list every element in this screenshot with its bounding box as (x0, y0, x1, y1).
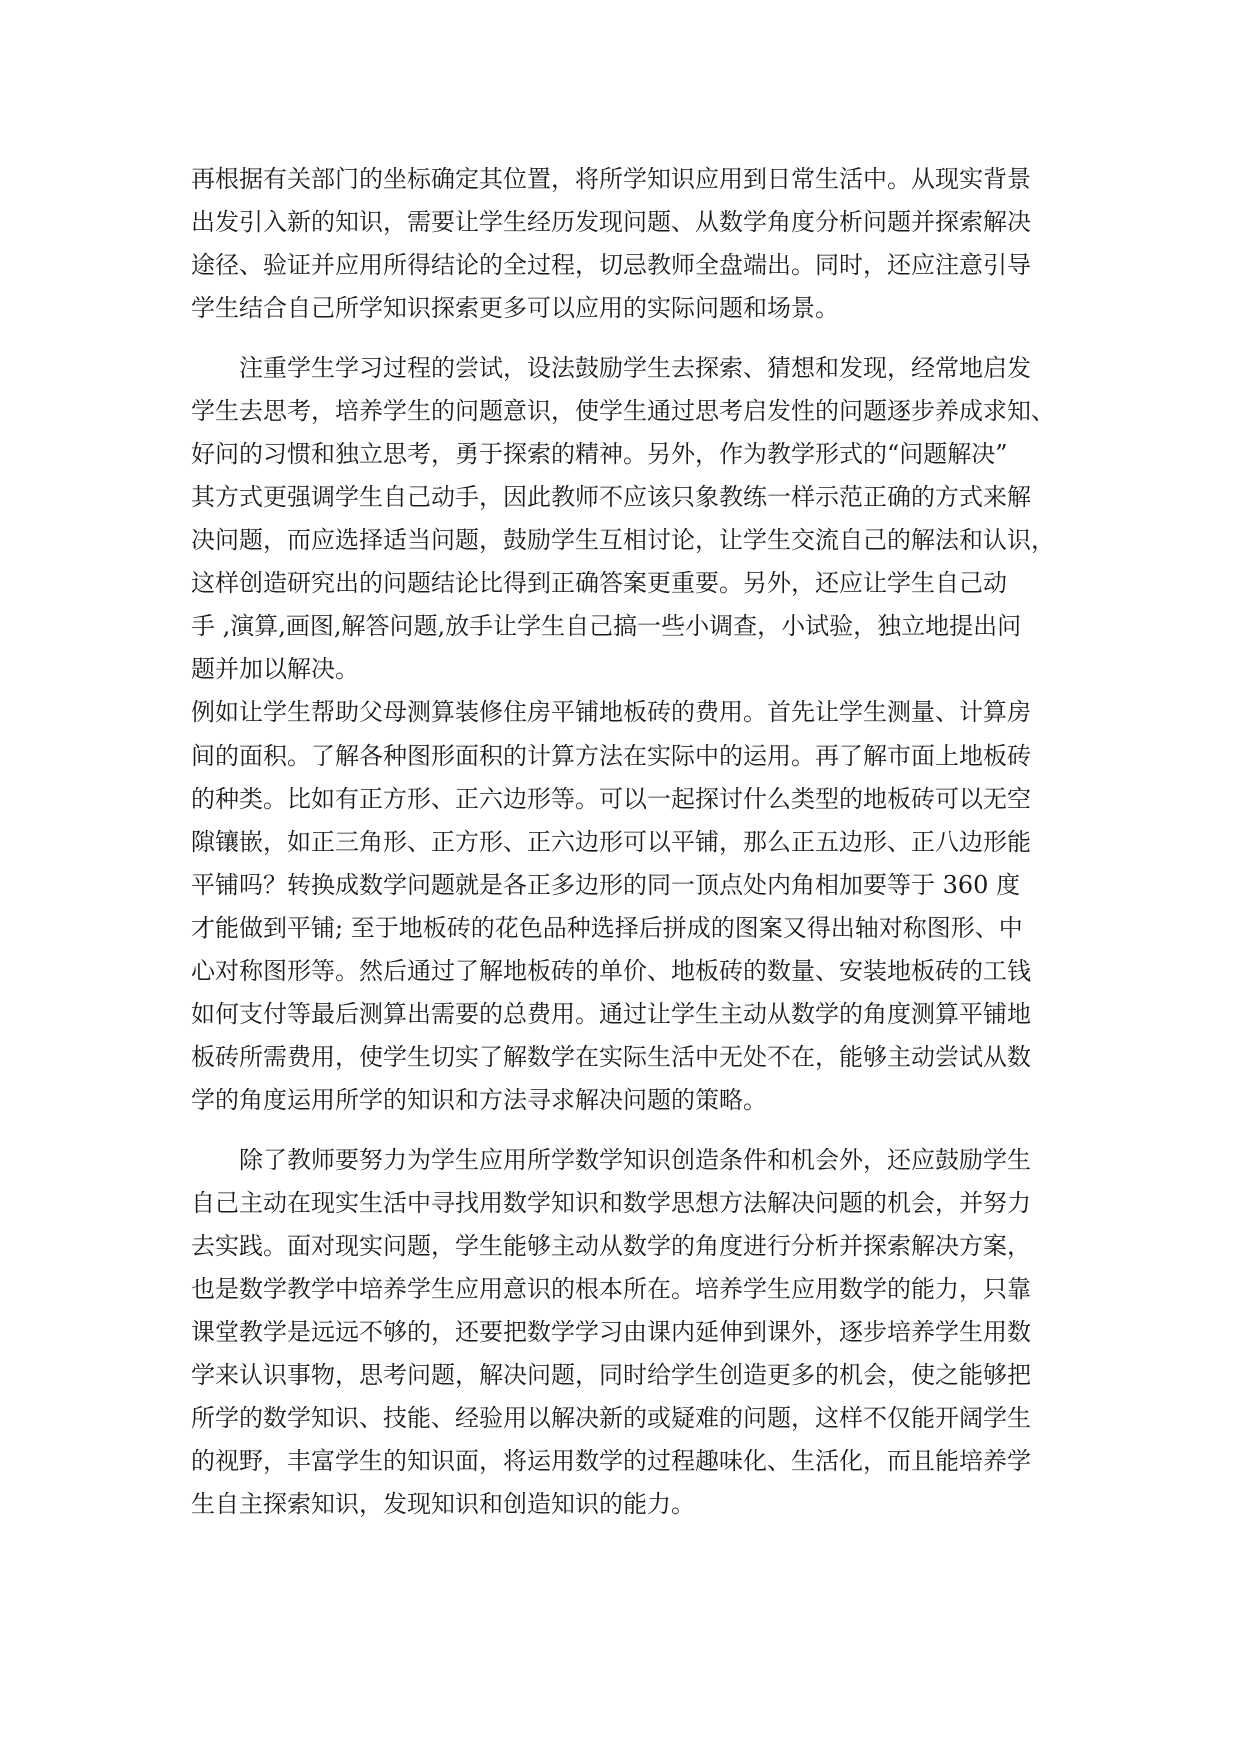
text-line: 课堂教学是远远不够的，还要把数学学习由课内延伸到课外，逐步培养学生用数 (191, 1318, 1031, 1346)
text-line: 平铺吗？转换成数学问题就是各正多边形的同一顶点处内角相加要等于 360 度 (191, 871, 1021, 899)
text-line: 题并加以解决。 (191, 655, 359, 683)
text-line: 板砖所需费用，使学生切实了解数学在实际生活中无处不在，能够主动尝试从数 (191, 1043, 1031, 1071)
text-line: 决问题，而应选择适当问题，鼓励学生互相讨论，让学生交流自己的解法和认识， (191, 526, 1055, 554)
text-line: 隙镶嵌，如正三角形、正方形、正六边形可以平铺，那么正五边形、正八边形能 (191, 828, 1031, 856)
text-line: 所学的数学知识、技能、经验用以解决新的或疑难的问题，这样不仅能开阔学生 (191, 1404, 1031, 1432)
text-line: 好问的习惯和独立思考，勇于探索的精神。另外，作为教学形式的“问题解决” (191, 440, 1008, 468)
text-line: 学生去思考，培养学生的问题意识，使学生通过思考启发性的问题逐步养成求知、 (191, 397, 1055, 425)
text-line: 生自主探索知识，发现知识和创造知识的能力。 (191, 1490, 695, 1518)
text-line: 也是数学教学中培养学生应用意识的根本所在。培养学生应用数学的能力，只靠 (191, 1275, 1031, 1303)
text-line: 除了教师要努力为学生应用所学数学知识创造条件和机会外，还应鼓励学生 (239, 1146, 1031, 1174)
text-line: 例如让学生帮助父母测算装修住房平铺地板砖的费用。首先让学生测量、计算房 (191, 698, 1031, 726)
text-line: 心对称图形等。然后通过了解地板砖的单价、地板砖的数量、安装地板砖的工钱 (191, 957, 1031, 985)
text-line: 去实践。面对现实问题，学生能够主动从数学的角度进行分析并探索解决方案， (191, 1232, 1031, 1260)
text-line: 才能做到平铺; 至于地板砖的花色品种选择后拼成的图案又得出轴对称图形、中 (191, 914, 1023, 942)
text-line: 这样创造研究出的问题结论比得到正确答案更重要。另外，还应让学生自己动 (191, 569, 1007, 597)
text-line: 出发引入新的知识，需要让学生经历发现问题、从数学角度分析问题并探索解决 (191, 208, 1031, 236)
text-line: 间的面积。了解各种图形面积的计算方法在实际中的运用。再了解市面上地板砖 (191, 742, 1031, 770)
text-line: 途径、验证并应用所得结论的全过程，切忌教师全盘端出。同时，还应注意引导 (191, 251, 1031, 279)
text-line: 学生结合自己所学知识探索更多可以应用的实际问题和场景。 (191, 294, 839, 322)
text-line: 如何支付等最后测算出需要的总费用。通过让学生主动从数学的角度测算平铺地 (191, 1000, 1031, 1028)
text-line: 学来认识事物，思考问题，解决问题，同时给学生创造更多的机会，使之能够把 (191, 1361, 1031, 1389)
text-line: 手 ,演算,画图,解答问题,放手让学生自己搞一些小调查，小试验，独立地提出问 (191, 612, 1022, 640)
text-line: 其方式更强调学生自己动手，因此教师不应该只象教练一样示范正确的方式来解 (191, 483, 1031, 511)
text-line: 的视野，丰富学生的知识面，将运用数学的过程趣味化、生活化，而且能培养学 (191, 1447, 1031, 1475)
text-line: 学的角度运用所学的知识和方法寻求解决问题的策略。 (191, 1086, 767, 1114)
text-line: 再根据有关部门的坐标确定其位置，将所学知识应用到日常生活中。从现实背景 (191, 165, 1031, 193)
text-line: 的种类。比如有正方形、正六边形等。可以一起探讨什么类型的地板砖可以无空 (191, 785, 1031, 813)
text-line: 自己主动在现实生活中寻找用数学知识和数学思想方法解决问题的机会，并努力 (191, 1189, 1031, 1217)
text-line: 注重学生学习过程的尝试，设法鼓励学生去探索、猜想和发现，经常地启发 (239, 354, 1031, 382)
